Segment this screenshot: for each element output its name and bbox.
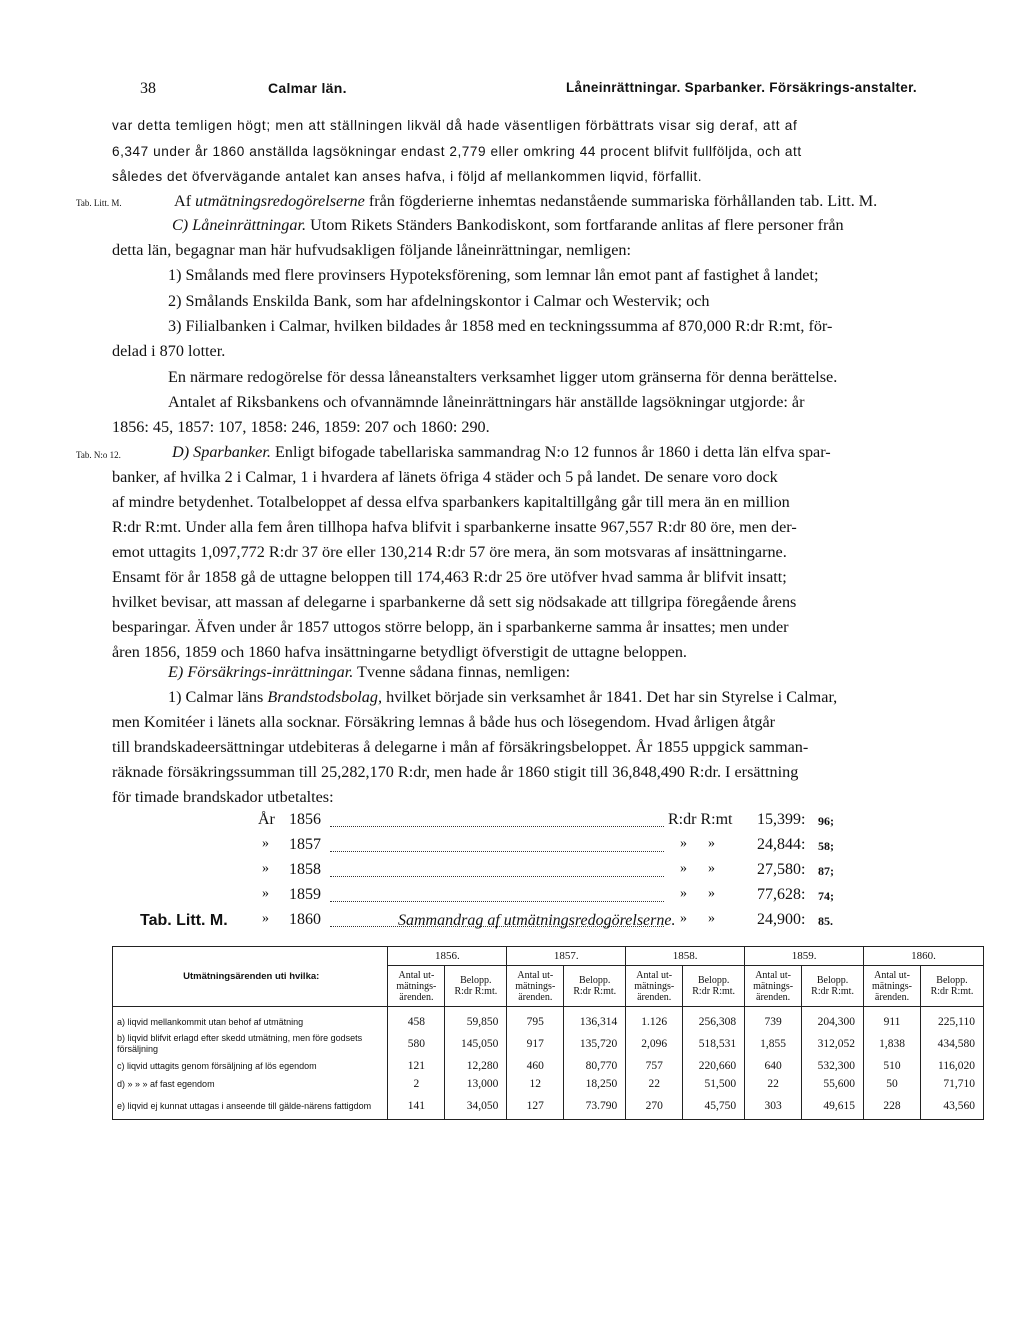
para-d-line-8: besparingar. Äfven under år 1857 uttogos större belopp, än i sparbankerne samma år insattes; men under xyxy=(112,618,789,636)
cell: 532,300 xyxy=(802,1057,864,1075)
amount-header-top: Belopp. xyxy=(579,975,611,986)
para-m-lead: Af xyxy=(174,192,196,210)
cell: 303 xyxy=(745,1093,802,1120)
cell: 434,580 xyxy=(920,1031,983,1057)
para-c-note-2a: Antalet af Riksbankens och ofvannämnde låneinrättningars här anställde lagsökningar utgjorde: år xyxy=(168,393,805,411)
amount-header xyxy=(445,966,507,1007)
payout-unit: » » xyxy=(680,911,715,926)
count-header: Antal ut-mätnings-ärenden. xyxy=(507,966,564,1007)
cell: 135,720 xyxy=(564,1031,626,1057)
year-header: 1860. xyxy=(864,947,984,966)
cell: 22 xyxy=(626,1075,683,1093)
table-row xyxy=(113,1031,984,1057)
para-c-note-1: En närmare redogörelse för dessa låneanstalters verksamhet ligger utom gränserna för denna berättelse. xyxy=(168,368,838,386)
payout-prefix: År xyxy=(258,811,275,828)
para-c-item-3a: 3) Filialbanken i Calmar, hvilken bildades år 1858 med en teckningssumma af 870,000 R:dr R:mt, för- xyxy=(168,317,833,335)
payout-prefix: » xyxy=(262,911,269,926)
payout-unit: R:dr R:mt xyxy=(668,811,733,828)
leader-dots xyxy=(330,901,664,902)
cell: 49,615 xyxy=(802,1093,864,1120)
cell: 34,050 xyxy=(445,1093,507,1120)
para-c-item-1: 1) Smålands med flere provinsers Hypoteksförening, som lemnar lån emot pant af fastighet å landet; xyxy=(168,266,819,284)
count-header: Antal ut-mätnings-ärenden. xyxy=(626,966,683,1007)
table-row xyxy=(113,1013,984,1031)
para-d-line-1 xyxy=(172,443,831,462)
amount-header-bottom: R:dr R:mt. xyxy=(692,986,736,997)
payout-amount: 15,399: xyxy=(757,811,806,828)
para-c-line-1 xyxy=(172,216,844,235)
cell: 757 xyxy=(626,1057,683,1075)
row-label: c) liqvid uttagits genom försäljning af lös egendom xyxy=(113,1057,388,1075)
para-m-italic: utmätningsredogörelserne xyxy=(195,192,365,210)
amount-header-top: Belopp. xyxy=(460,975,492,986)
cell: 59,850 xyxy=(445,1013,507,1031)
running-head-right: Låneinrättningar. Sparbanker. Försäkrings-anstalter. xyxy=(566,80,917,95)
cell: 116,020 xyxy=(920,1057,983,1075)
amount-header-bottom: R:dr R:mt. xyxy=(930,986,974,997)
year-header: 1856. xyxy=(388,947,507,966)
amount-header-bottom: R:dr R:mt. xyxy=(573,986,617,997)
para-e-heading: E) Försäkrings-inrättningar. xyxy=(168,663,354,681)
cell: 256,308 xyxy=(683,1013,745,1031)
para-e-line-3: till brandskadeersättningar utdebiteras å delegarne i mån af försäkringsbeloppet. År 1855 uppgick samman- xyxy=(112,738,809,756)
para-e-heading-rest: Tvenne sådana finnas, nemligen: xyxy=(353,663,571,681)
cell: 141 xyxy=(388,1093,445,1120)
payout-ore: 85. xyxy=(818,914,833,928)
cell: 71,710 xyxy=(920,1075,983,1093)
payout-year: 1858 xyxy=(289,861,321,878)
payout-prefix: » xyxy=(262,861,269,876)
para-d-line-6: Ensamt för år 1858 gå de uttagne beloppen till 174,463 R:dr 25 öre utöfver hvad samma år blifvit insatt; xyxy=(112,568,787,586)
year-header: 1857. xyxy=(507,947,626,966)
cell: 127 xyxy=(507,1093,564,1120)
para-d-line-7: hvilket bevisar, att massan af delegarne i sparbankerne då sett sig nödsakade att tillgripa föregående årens xyxy=(112,593,797,611)
para-e-line-heading xyxy=(168,663,570,682)
cell: 640 xyxy=(745,1057,802,1075)
payout-amount: 77,628: xyxy=(757,886,806,903)
margin-note-tab-no-12: Tab. N:o 12. xyxy=(76,450,121,460)
para-c-heading: C) Låneinrättningar. xyxy=(172,216,307,234)
amount-header xyxy=(920,966,983,1007)
amount-header-top: Belopp. xyxy=(697,975,730,986)
cell: 580 xyxy=(388,1031,445,1057)
payout-amount: 24,844: xyxy=(757,836,806,853)
amount-header-bottom: R:dr R:mt. xyxy=(454,986,498,997)
cell: 911 xyxy=(864,1013,921,1031)
cell: 458 xyxy=(388,1013,445,1031)
para-c-item-2: 2) Smålands Enskilda Bank, som har afdelningskontor i Calmar och Westervik; och xyxy=(168,292,710,310)
payout-year: 1857 xyxy=(289,836,321,853)
summary-table xyxy=(112,946,984,1120)
leader-dots xyxy=(330,876,664,877)
payout-ore: 87; xyxy=(818,864,834,878)
para-d-line-2: banker, af hvilka 2 i Calmar, 1 i hvardera af länets öfriga 4 städer och 5 på landet. De senare voro dock xyxy=(112,468,778,486)
cell: 220,660 xyxy=(683,1057,745,1075)
year-header: 1859. xyxy=(745,947,864,966)
para-e-line-2: men Komitéer i länets alla socknar. Försäkring lemnas å både hus och lösegendom. Hvad årligen åtgår xyxy=(112,713,776,731)
amount-header xyxy=(564,966,626,1007)
amount-header-top: Belopp. xyxy=(816,975,849,986)
payout-ore: 74; xyxy=(818,889,834,903)
payout-amount: 24,900: xyxy=(757,911,806,928)
leader-dots xyxy=(330,826,664,827)
cell: 50 xyxy=(864,1075,921,1093)
cell: 12,280 xyxy=(445,1057,507,1075)
cell: 43,560 xyxy=(920,1093,983,1120)
payout-unit: » » xyxy=(680,886,715,901)
cell: 136,314 xyxy=(564,1013,626,1031)
para-d-line-4: R:dr R:mt. Under alla fem åren tillhopa hafva blifvit i sparbankerne insatte 967,557 R:dr 80 öre, men der- xyxy=(112,518,797,536)
payout-year: 1856 xyxy=(289,811,321,828)
table-title: Sammandrag af utmätningsredogörelserne. xyxy=(398,912,676,929)
body-line-3: således det öfvervägande antalet kan anses hafva, i följd af mellankommen liqvid, förfallit. xyxy=(112,169,703,184)
row-label: b) liqvid blifvit erlagd efter skedd utmätning, men före godsets försäljning xyxy=(113,1031,388,1057)
cell: 73.790 xyxy=(564,1093,626,1120)
cell: 12 xyxy=(507,1075,564,1093)
para-e-line-4: räknade försäkringssumman till 25,282,170 R:dr, men hade år 1860 stigit till 36,848,490 R:dr. I ersättning xyxy=(112,763,799,781)
cell: 312,052 xyxy=(802,1031,864,1057)
cell: 1,855 xyxy=(745,1031,802,1057)
para-c-line1-rest: Utom Rikets Ständers Bankodiskont, som fortfarande anlitas af flere personer från xyxy=(306,216,844,234)
payout-ore: 58; xyxy=(818,839,834,853)
body-line-2: 6,347 under år 1860 anställda lagsökningar endast 2,779 eller omkring 44 procent blifvit fullföljda, och att xyxy=(112,144,802,159)
cell: 518,531 xyxy=(683,1031,745,1057)
para-m xyxy=(174,192,877,211)
cell: 13,000 xyxy=(445,1075,507,1093)
cell: 2 xyxy=(388,1075,445,1093)
para-d-line-5: emot uttagits 1,097,772 R:dr 37 öre eller 130,214 R:dr 57 öre mera, än som motsvaras af insättningarne. xyxy=(112,543,787,561)
cell: 1.126 xyxy=(626,1013,683,1031)
cell: 55,600 xyxy=(802,1075,864,1093)
cell: 510 xyxy=(864,1057,921,1075)
para-c-line-2: detta län, begagnar man här hufvudsakligen följande låneinrättningar, nemligen: xyxy=(112,241,631,259)
count-header: Antal ut-mätnings-ärenden. xyxy=(388,966,445,1007)
table-row xyxy=(113,1075,984,1093)
row-label: e) liqvid ej kunnat uttagas i anseende till gälde-närens fattigdom xyxy=(113,1093,388,1120)
para-e-line-1 xyxy=(168,688,837,707)
para-d-line-1-rest: Enligt bifogade tabellariska sammandrag N:o 12 funnos år 1860 i detta län elfva spar- xyxy=(270,443,831,461)
cell: 225,110 xyxy=(920,1013,983,1031)
margin-note-tab-litt-m: Tab. Litt. M. xyxy=(76,198,122,208)
body-line-1: var detta temligen högt; men att ställningen likväl då hade väsentligen förbättrats visar sig deraf, att af xyxy=(112,118,798,133)
amount-header-top: Belopp. xyxy=(936,975,968,986)
para-e-l1-italic: Brandstodsbolag, xyxy=(267,688,383,706)
running-head-left: Calmar län. xyxy=(268,80,347,96)
para-e-line-5: för timade brandskador utbetaltes: xyxy=(112,788,334,806)
para-c-item-3b: delad i 870 lotter. xyxy=(112,342,226,360)
payout-unit: » » xyxy=(680,836,715,851)
corner-header: Utmätningsärenden uti hvilka: xyxy=(113,947,388,1007)
table-label: Tab. Litt. M. xyxy=(140,912,228,929)
cell: 460 xyxy=(507,1057,564,1075)
table-row xyxy=(113,1093,984,1120)
cell: 80,770 xyxy=(564,1057,626,1075)
para-d-line-3: af mindre betydenhet. Totalbeloppet af dessa elfva sparbankers kapitaltillgång går till mera än en million xyxy=(112,493,790,511)
payout-year: 1859 xyxy=(289,886,321,903)
para-c-note-2b: 1856: 45, 1857: 107, 1858: 246, 1859: 207 och 1860: 290. xyxy=(112,418,490,436)
cell: 270 xyxy=(626,1093,683,1120)
year-header: 1858. xyxy=(626,947,745,966)
cell: 22 xyxy=(745,1075,802,1093)
para-d-heading: D) Sparbanker. xyxy=(172,443,271,461)
page-number: 38 xyxy=(140,80,156,97)
cell: 121 xyxy=(388,1057,445,1075)
payout-unit: » » xyxy=(680,861,715,876)
row-label: d) » » » af fast egendom xyxy=(113,1075,388,1093)
cell: 204,300 xyxy=(802,1013,864,1031)
cell: 228 xyxy=(864,1093,921,1120)
count-header: Antal ut-mätnings-ärenden. xyxy=(745,966,802,1007)
cell: 2,096 xyxy=(626,1031,683,1057)
cell: 1,838 xyxy=(864,1031,921,1057)
cell: 45,750 xyxy=(683,1093,745,1120)
payout-prefix: » xyxy=(262,886,269,901)
para-e-l1b: hvilket började sin verksamhet år 1841. Det har sin Styrelse i Calmar, xyxy=(382,688,838,706)
para-m-rest: från fögderierne inhemtas nedanstående summariska förhållanden tab. Litt. M. xyxy=(364,192,878,210)
amount-header-bottom: R:dr R:mt. xyxy=(811,986,854,997)
cell: 739 xyxy=(745,1013,802,1031)
payout-year: 1860 xyxy=(289,911,321,928)
table-row xyxy=(113,1057,984,1075)
payout-ore: 96; xyxy=(818,814,834,828)
payout-amount: 27,580: xyxy=(757,861,806,878)
leader-dots xyxy=(330,851,664,852)
payout-prefix: » xyxy=(262,836,269,851)
amount-header xyxy=(802,966,864,1007)
para-e-l1a: 1) Calmar läns xyxy=(168,688,268,706)
row-label: a) liqvid mellankommit utan behof af utmätning xyxy=(113,1013,388,1031)
cell: 795 xyxy=(507,1013,564,1031)
cell: 145,050 xyxy=(445,1031,507,1057)
cell: 18,250 xyxy=(564,1075,626,1093)
amount-header xyxy=(683,966,745,1007)
cell: 917 xyxy=(507,1031,564,1057)
para-d-line-9: åren 1856, 1859 och 1860 hafva insättningarne betydligt öfverstigit de uttagne beloppen. xyxy=(112,643,687,661)
count-header: Antal ut-mätnings-ärenden. xyxy=(864,966,921,1007)
cell: 51,500 xyxy=(683,1075,745,1093)
